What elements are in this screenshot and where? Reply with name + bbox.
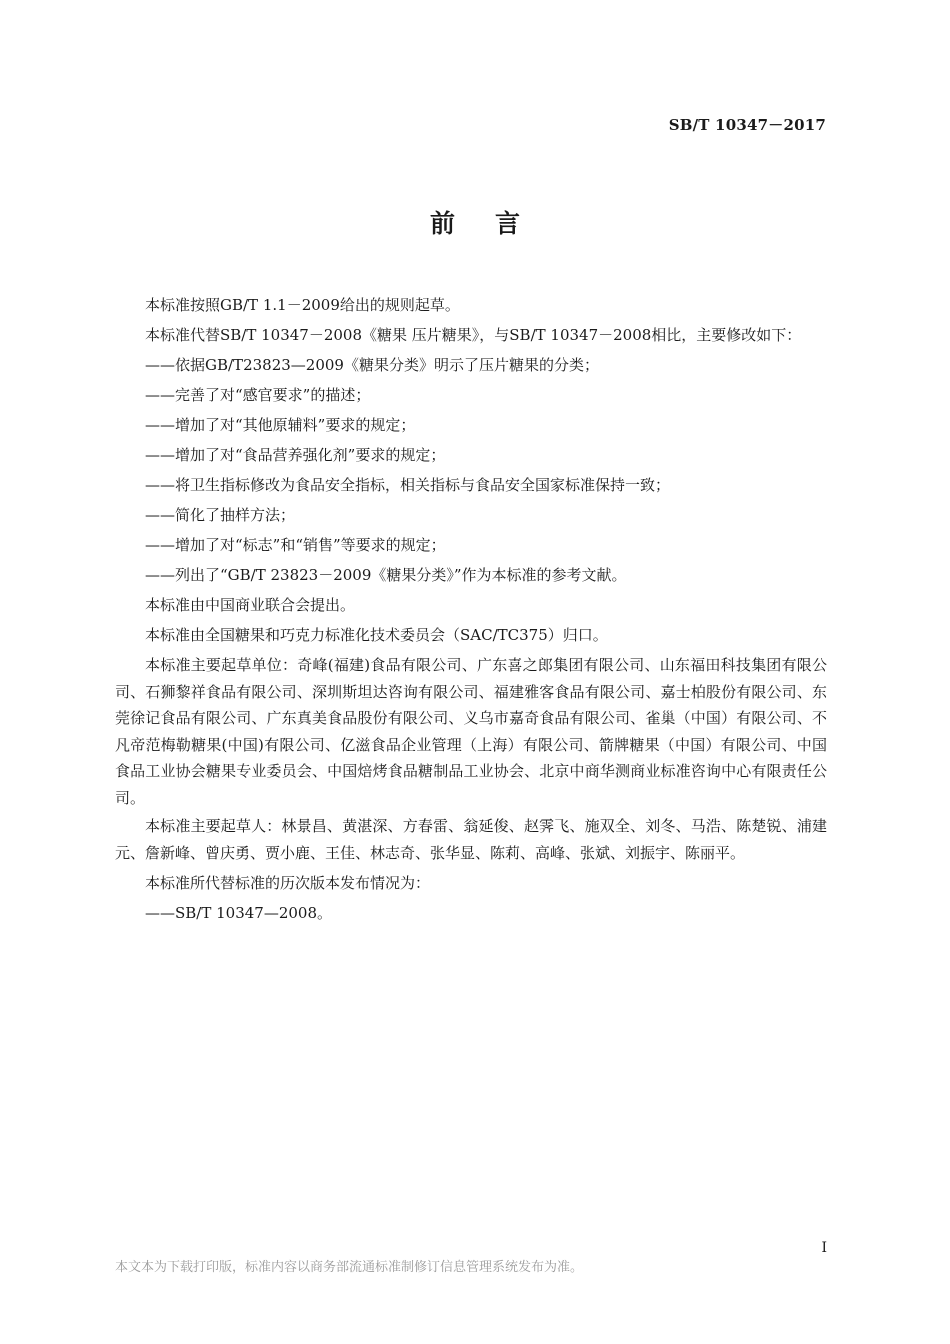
- change-item: ——将卫生指标修改为食品安全指标，相关指标与食品安全国家标准保持一致；: [145, 476, 671, 494]
- drafting-units: 本标准主要起草单位：奇峰(福建)食品有限公司、广东喜之郎集团有限公司、山东福田科技集团有限公司、石狮黎祥食品有限公司、深圳斯坦达咨询有限公司、福建雅客食品有限公司、嘉士柏股份有限公司、东莞徐记食品有限公司、广东真美食品股份有限公司、义乌市嘉奇食品有限公司、雀巢（中国）有限公司、不凡帝范梅勒糖果(中国)有限公司、亿滋食品企业管理（上海）有限公司、箭牌糖果（中国）有限公司、中国食品工业协会糖果专业委员会、中国焙烤食品糖制品工业协会、北京中商华测商业标准咨询中心有限责任公司。: [115, 656, 827, 807]
- drafters: 本标准主要起草人：林景昌、黄湛深、方春雷、翁延俊、赵霁飞、施双全、刘冬、马浩、陈楚锐、浦建元、詹新峰、曾庆勇、贾小鹿、王佳、林志奇、张华显、陈莉、高峰、张斌、刘振宇、陈丽平。: [115, 817, 827, 862]
- change-item: ——简化了抽样方法；: [145, 506, 296, 524]
- change-item: ——增加了对“标志”和“销售”等要求的规定；: [145, 536, 446, 554]
- replace-statement: 本标准代替SB/T 10347－2008《糖果 压片糖果》，与SB/T 10347－2008相比，主要修改如下：: [145, 326, 802, 344]
- history-item: ——SB/T 10347—2008。: [145, 904, 333, 922]
- change-item: ——增加了对“食品营养强化剂”要求的规定；: [145, 446, 446, 464]
- change-item: ——依据GB/T23823—2009《糖果分类》明示了压片糖果的分类；: [145, 356, 599, 374]
- page-title: 前言: [429, 209, 560, 238]
- change-item: ——增加了对“其他原辅料”要求的规定；: [145, 416, 416, 434]
- change-item: ——完善了对“感官要求”的描述；: [145, 386, 371, 404]
- standard-code: SB/T 10347－2017: [668, 116, 826, 134]
- proposed-by: 本标准由中国商业联合会提出。: [145, 596, 356, 614]
- footer-note: 本文本为下载打印版，标准内容以商务部流通标准制修订信息管理系统发布为准。: [115, 1260, 584, 1275]
- change-item: ——列出了“GB/T 23823－2009《糖果分类》”作为本标准的参考文献。: [145, 566, 627, 584]
- page-number: I: [821, 1240, 827, 1256]
- centralized-by: 本标准由全国糖果和巧克力标准化技术委员会（SAC/TC375）归口。: [145, 626, 608, 644]
- history-intro: 本标准所代替标准的历次版本发布情况为：: [145, 874, 431, 892]
- intro-line: 本标准按照GB/T 1.1－2009给出的规则起草。: [145, 296, 460, 314]
- foreword-body: [115, 290, 827, 928]
